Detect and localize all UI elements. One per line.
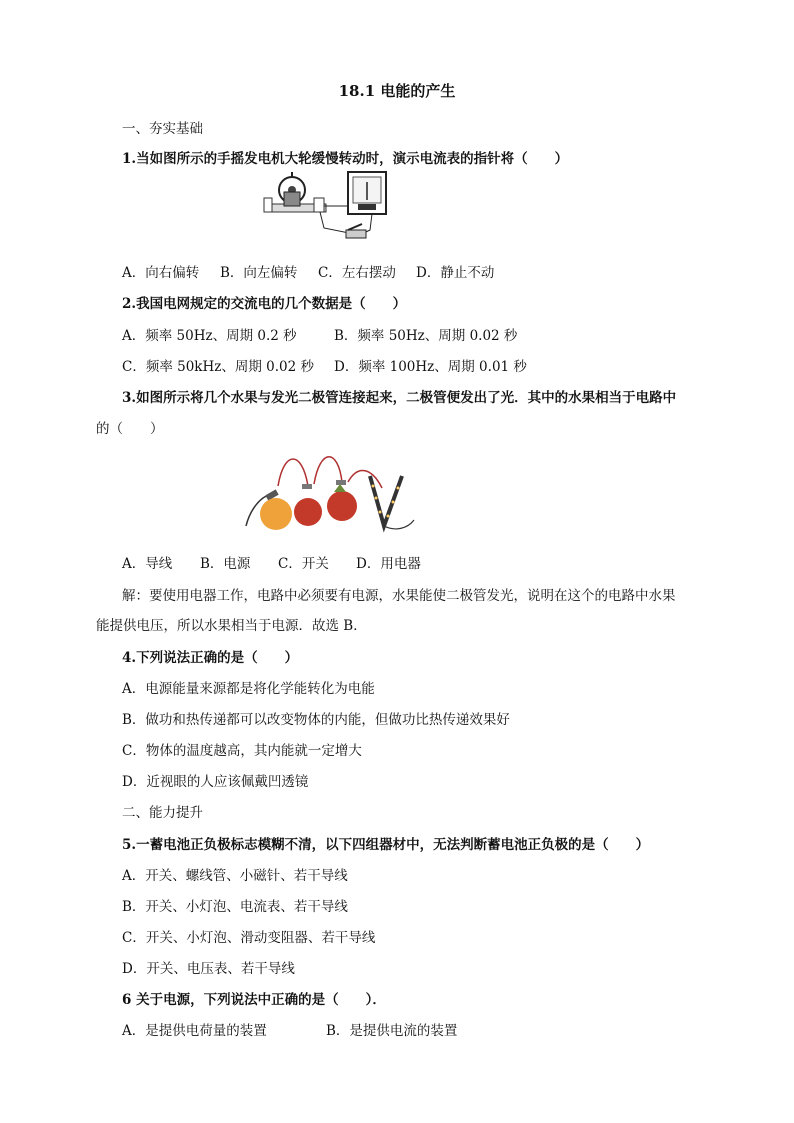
q2-option-a: A．频率 50Hz、周期 0.2 秒: [122, 328, 297, 344]
q4-option-b: B．做功和热传递都可以改变物体的内能，但做功比热传递效果好: [122, 712, 510, 728]
generator-ammeter-figure: [262, 170, 390, 252]
q3-option-b: B．电源: [200, 556, 251, 572]
q3-option-c: C．开关: [278, 556, 329, 572]
q4-option-d: D．近视眼的人应该佩戴凹透镜: [122, 774, 309, 790]
q3-stem-line2: 的（ ）: [96, 421, 164, 437]
q6-option-b: B．是提供电流的装置: [326, 1023, 458, 1039]
q4-option-c: C．物体的温度越高，其内能就一定增大: [122, 743, 362, 759]
q1-stem: 1.当如图所示的手摇发电机大轮缓慢转动时，演示电流表的指针将（ ）: [122, 151, 569, 167]
q1-option-c: C．左右摆动: [318, 265, 396, 281]
q6-stem: 6 关于电源，下列说法中正确的是（ ）．: [122, 992, 386, 1008]
page-title: 18.1 电能的产生: [338, 82, 456, 100]
q5-option-a: A．开关、螺线管、小磁针、若干导线: [122, 868, 348, 884]
q5-option-d: D．开关、电压表、若干导线: [122, 961, 295, 977]
q4-stem: 4.下列说法正确的是（ ）: [122, 650, 299, 666]
q2-option-d: D．频率 100Hz、周期 0.01 秒: [334, 359, 527, 375]
q5-option-c: C．开关、小灯泡、滑动变阻器、若干导线: [122, 930, 376, 946]
q2-option-b: B．频率 50Hz、周期 0.02 秒: [334, 328, 518, 344]
q2-option-c: C．频率 50kHz、周期 0.02 秒: [122, 359, 315, 375]
q3-option-d: D．用电器: [356, 556, 421, 572]
q5-stem: 5.一蓄电池正负极标志模糊不清，以下四组器材中，无法判断蓄电池正负极的是（ ）: [122, 837, 650, 853]
q3-solution-line1: 解：要使用电器工作，电路中必须要有电源，水果能使二极管发光，说明在这个的电路中水果: [122, 588, 676, 604]
q4-option-a: A．电源能量来源都是将化学能转化为电能: [122, 681, 375, 697]
section-heading-advanced: 二、能力提升: [122, 805, 203, 821]
q6-option-a: A．是提供电荷量的装置: [122, 1023, 267, 1039]
q5-option-b: B．开关、小灯泡、电流表、若干导线: [122, 899, 348, 915]
fruit-battery-led-figure: [236, 446, 418, 536]
q3-solution-line2: 能提供电压，所以水果相当于电源．故选 B．: [96, 618, 367, 634]
q3-stem-line1: 3.如图所示将几个水果与发光二极管连接起来，二极管便发出了光．其中的水果相当于电路中: [122, 390, 677, 406]
q3-option-a: A．导线: [122, 556, 173, 572]
q1-option-d: D．静止不动: [416, 265, 495, 281]
q1-option-b: B．向左偏转: [220, 265, 298, 281]
q2-stem: 2.我国电网规定的交流电的几个数据是（ ）: [122, 296, 407, 312]
q1-option-a: A．向右偏转: [122, 265, 200, 281]
section-heading-basic: 一、夯实基础: [122, 121, 203, 137]
